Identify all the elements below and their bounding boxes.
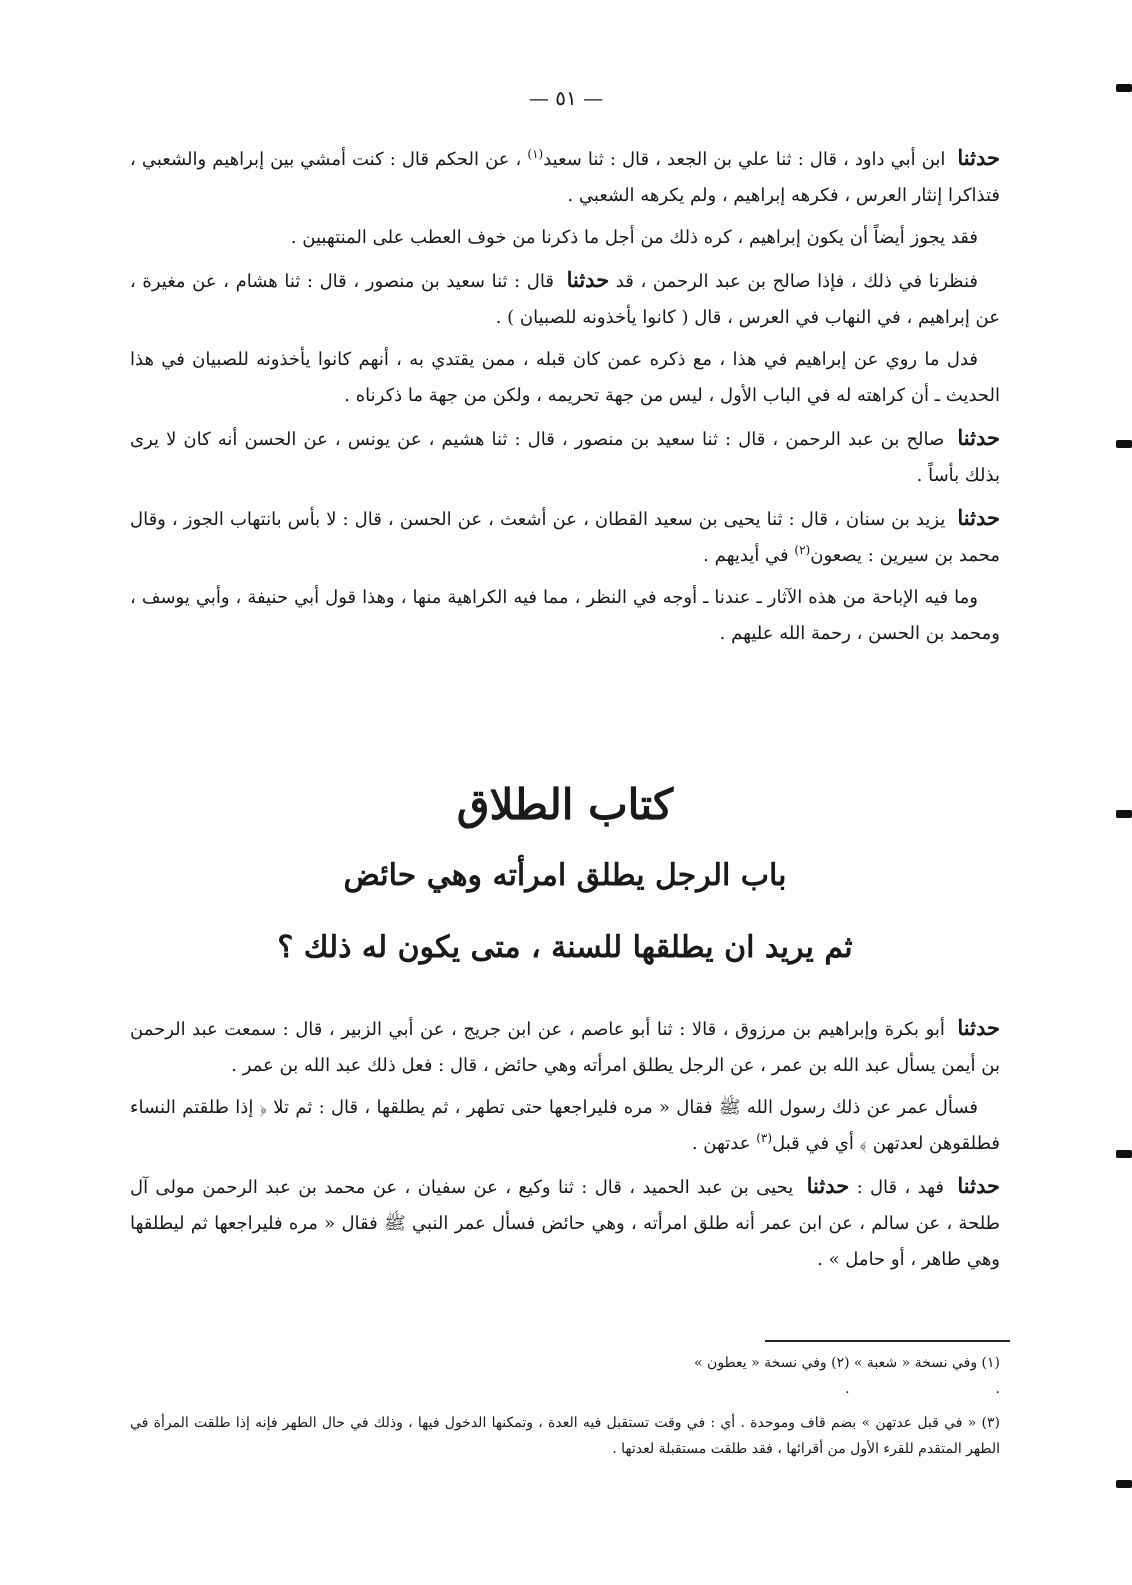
lead-word: حدثنا	[957, 145, 1000, 170]
paragraph-7: وما فيه الإباحة من هذه الآثار ـ عندنا ـ أوجه في النظر ، مما فيه الكراهية منها ، وهذا قول أبي حنيفة ، وأبي يوسف ، ومحمد بن الحسن ، رحمة الله عليهم .	[130, 587, 1000, 644]
paragraph-3-text-b: قال : ثنا سعيد بن منصور ، قال : ثنا هشام ، عن مغيرة ، عن إبراهيم ، في النهاب في العرس ، قال ( كانوا يأخذونه للصبيان ) .	[130, 271, 1000, 328]
scan-edge-mark	[1116, 810, 1132, 818]
paragraph-9-text-a: فسأل عمر عن ذلك رسول الله ﷺ فقال « مره فليراجعها حتى تطهر ، ثم يطلقها ، قال : ثم تلا ﴿ إذا طلقتم النساء فطلقوهن لعدتهن ﴾ أي في قبل	[130, 1097, 1000, 1154]
lead-word: حدثنا	[957, 425, 1000, 450]
chapter-title-2: ثم يريد ان يطلقها للسنة ، متى يكون له ذلك ؟	[277, 930, 853, 965]
chapter-title-1: باب الرجل يطلق امرأته وهي حائض	[343, 858, 787, 893]
lower-text-block	[130, 1010, 1000, 1278]
lead-word: حدثنا	[806, 1173, 850, 1198]
page-number: — ٥١ —	[528, 86, 604, 110]
paragraph-2: فقد يجوز أيضاً أن يكون إبراهيم ، كره ذلك من أجل ما ذكرنا من خوف العطب على المنتهبين .	[290, 227, 978, 248]
paragraph-9-text-b: عدتهن .	[691, 1133, 751, 1154]
paragraph-9	[130, 1090, 1000, 1162]
footnote-ref-3: (٣)	[756, 1131, 773, 1145]
paragraph-6-text-a: يزيد بن سنان ، قال : ثنا يحيى بن سعيد القطان ، عن أشعث ، عن الحسن ، قال : لا بأس بانتهاب الجوز ، وقال محمد بن سيرين : يصعون	[130, 509, 1000, 566]
lead-word: حدثنا	[957, 505, 1000, 530]
scan-edge-mark	[1116, 84, 1132, 92]
footnote-row	[130, 1350, 1000, 1402]
scan-edge-mark	[1116, 1150, 1132, 1158]
footnote-ref-2: (٢)	[794, 543, 811, 557]
lead-word: حدثنا	[957, 1173, 1000, 1198]
book-title: كتاب الطلاق	[456, 780, 674, 829]
paragraph-10-text-a: فهد ، قال :	[856, 1177, 945, 1198]
upper-text-block	[130, 140, 1000, 652]
paragraph-8	[130, 1010, 1000, 1084]
paragraph-8-text: أبو بكرة وإبراهيم بن مرزوق ، قالا : ثنا أبو عاصم ، عن ابن جريج ، عن أبي الزبير ، قال : سمعت عبد الرحمن بن أيمن يسأل عبد الله بن عمر ، عن الرجل يطلق امرأته وهي حائض ، قال : فعل ذلك عبد الله بن عمر .	[130, 1019, 1000, 1076]
footnotes	[130, 1350, 1000, 1462]
footnote-divider	[765, 1340, 1010, 1342]
lead-word: حدثنا	[957, 1015, 1000, 1040]
paragraph-6	[130, 500, 1000, 574]
paragraph-1-text-b: ، عن الحكم قال : كنت أمشي بين إبراهيم والشعبي ، فتذاكرا إنثار العرس ، فكرهه إبراهيم ، ولم يكرهه الشعبي .	[130, 149, 1000, 206]
paragraph-4: فدل ما روي عن إبراهيم في هذا ، مع ذكره عمن كان قبله ، ممن يقتدي به ، أنهم كانوا يأخذونه للصبيان في هذا الحديث ـ أن كراهته له في الباب الأول ، ليس من جهة تحريمه ، ولكن من جهة ما ذكرناه .	[130, 349, 1000, 406]
footnote-3: (٣) « في قبل عدتهن » بضم قاف وموحدة . أي : في وقت تستقبل فيه العدة ، وتمكنها الدخول فيها ، وذلك في حال الطهر فإنه إذا طلقت المرأة في الطهر المتقدم للقرء الأول من أقرائها ، فقد طلقت مستقبلة لعدتها .	[130, 1415, 1000, 1457]
footnote-ref-1: (١)	[527, 147, 544, 161]
paragraph-6-text-b: في أيديهم .	[703, 545, 789, 566]
scan-edge-mark	[1116, 1480, 1132, 1488]
paragraph-10-text-b: يحيى بن عبد الحميد ، قال : ثنا وكيع ، عن سفيان ، عن محمد بن عبد الرحمن مولى آل طلحة ، عن سالم ، عن ابن عمر أنه طلق امرأته ، وهي حائض فسأل عمر النبي ﷺ فقال « مره فليراجعها ثم ليطلقها وهي طاهر ، أو حامل » .	[130, 1177, 1000, 1270]
paragraph-1-text-a: ابن أبي داود ، قال : ثنا علي بن الجعد ، قال : ثنا سعيد	[543, 149, 946, 170]
paragraph-1	[130, 140, 1000, 214]
paragraph-10	[130, 1168, 1000, 1278]
scan-edge-mark	[1116, 440, 1132, 448]
paragraph-3-text-a: فنظرنا في ذلك ، فإذا صالح بن عبد الرحمن ، قد	[615, 271, 978, 292]
footnote-1: (١) وفي نسخة « شعبة » .	[853, 1355, 1000, 1397]
footnote-2: (٢) وفي نسخة « يعطون » .	[694, 1355, 850, 1397]
paragraph-3	[130, 262, 1000, 336]
paragraph-5	[130, 420, 1000, 494]
lead-word: حدثنا	[566, 267, 610, 292]
paragraph-5-text: صالح بن عبد الرحمن ، قال : ثنا سعيد بن منصور ، قال : ثنا هشيم ، عن يونس ، عن الحسن أنه كان لا يرى بذلك بأساً .	[130, 429, 1000, 486]
